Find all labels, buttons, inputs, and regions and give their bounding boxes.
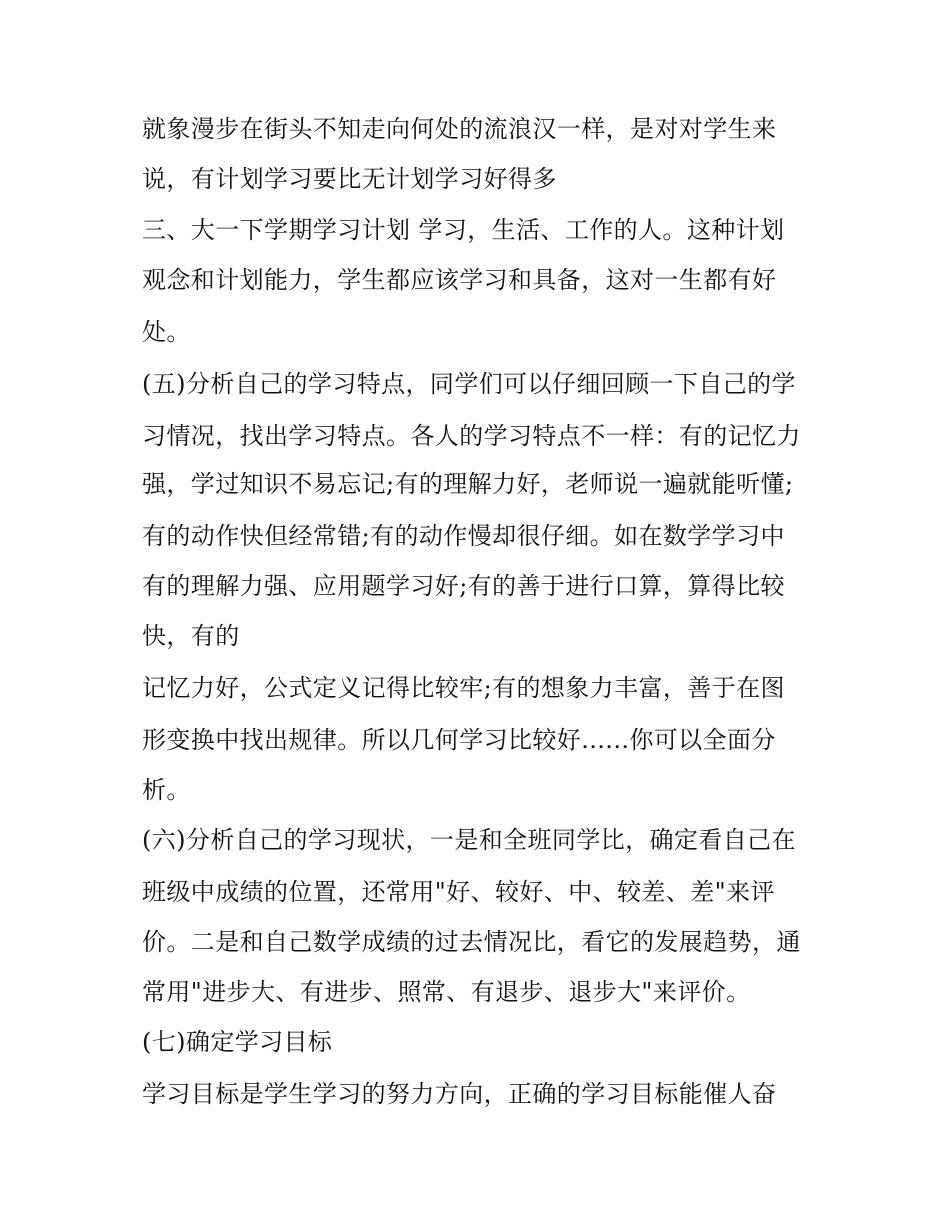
text-line: 价。二是和自己数学成绩的过去情况比，看它的发展趋势，通 — [142, 928, 801, 956]
text-line: 形变换中找出规律。所以几何学习比较好......你可以全面分 — [142, 726, 776, 754]
text-line: 处。 — [142, 318, 191, 346]
text-line: 观念和计划能力，学生都应该学习和具备，这对一生都有好 — [142, 266, 777, 294]
text-line: 说，有计划学习要比无计划学习好得多 — [142, 165, 557, 193]
text-line: 有的理解力强、应用题学习好;有的善于进行口算，算得比较 — [142, 572, 785, 600]
text-line: 就象漫步在街头不知走向何处的流浪汉一样，是对对学生来 — [142, 115, 777, 143]
text-line: 析。 — [142, 776, 191, 804]
text-line: 记忆力好，公式定义记得比较牢;有的想象力丰富，善于在图 — [142, 674, 785, 702]
text-line: 快，有的 — [142, 622, 240, 650]
text-line: 强，学过知识不易忘记;有的理解力好，老师说一遍就能听懂; — [142, 470, 794, 498]
text-line: 常用"进步大、有进步、照常、有退步、退步大"来评价。 — [142, 978, 751, 1006]
text-line: (五)分析自己的学习特点，同学们可以仔细回顾一下自己的学 — [142, 370, 796, 398]
text-line: 三、大一下学期学习计划 学习，生活、工作的人。这种计划 — [142, 216, 785, 244]
text-line: 习情况，找出学习特点。各人的学习特点不一样：有的记忆力 — [142, 422, 801, 450]
text-line: (六)分析自己的学习现状，一是和全班同学比，确定看自己在 — [142, 826, 796, 854]
text-line: 学习目标是学生学习的努力方向，正确的学习目标能催人奋 — [142, 1080, 777, 1108]
text-line: 有的动作快但经常错;有的动作慢却很仔细。如在数学学习中 — [142, 522, 785, 550]
text-line: 班级中成绩的位置，还常用"好、较好、中、较差、差"来评 — [142, 878, 775, 906]
text-line: (七)确定学习目标 — [142, 1028, 333, 1056]
